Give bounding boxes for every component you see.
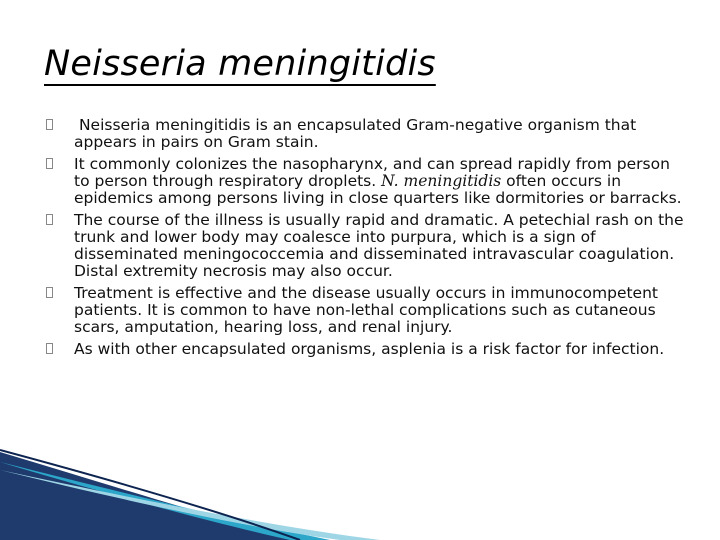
bullet-item (46, 285, 686, 336)
bullet-text: As with other encapsulated organisms, asplenia is a risk factor for infection. (74, 340, 665, 358)
square-bullet-icon (46, 343, 53, 354)
bullet-list (46, 117, 686, 358)
square-bullet-icon (46, 214, 53, 225)
bullet-item (46, 156, 686, 207)
square-bullet-icon (46, 119, 53, 130)
square-bullet-icon (46, 158, 53, 169)
decorative-swoosh (0, 440, 720, 540)
bullet-text: It commonly colonizes the nasopharynx, and can spread rapidly from person to person through respiratory droplets. N. meningitidis often occurs in epidemics among persons living in close quarters like dormitories or barracks. (74, 155, 682, 207)
bullet-text: Treatment is effective and the disease usually occurs in immunocompetent patients. It is common to have non-lethal complications such as cutaneous scars, amputation, hearing loss, and renal injury. (74, 284, 658, 336)
bullet-text: The course of the illness is usually rapid and dramatic. A petechial rash on the trunk and lower body may coalesce into purpura, which is a sign of disseminated meningococcemia and disseminated intravascular coagulation. Distal extremity necrosis may also occur. (74, 211, 684, 280)
bullet-text: Neisseria meningitidis is an encapsulated Gram-negative organism that appears in pairs on Gram stain. (74, 116, 637, 151)
square-bullet-icon (46, 287, 53, 298)
italic-organism-name: N. meningitidis (381, 172, 502, 190)
slide-title: Neisseria meningitidis (44, 44, 436, 84)
bullet-item (46, 341, 686, 358)
bullet-item (46, 212, 686, 280)
bullet-item (46, 117, 686, 151)
